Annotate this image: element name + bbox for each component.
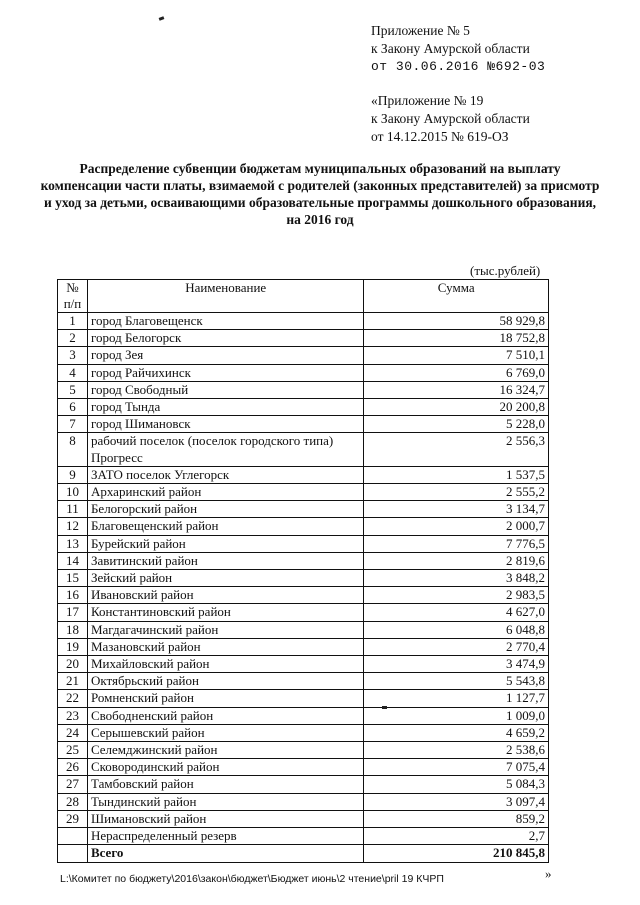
table-row (58, 518, 549, 535)
row-sum: 6 048,8 (364, 621, 549, 638)
row-name: город Зея (87, 347, 363, 364)
table-row (58, 656, 549, 673)
row-sum: 2 819,6 (364, 552, 549, 569)
table-row (58, 828, 549, 845)
total-sum: 210 845,8 (364, 845, 549, 862)
row-num: 9 (58, 466, 88, 483)
table-row (58, 347, 549, 364)
table-row (58, 742, 549, 759)
row-num: 28 (58, 793, 88, 810)
table-row (58, 313, 549, 330)
row-name: город Благовещенск (87, 313, 363, 330)
row-num: 29 (58, 810, 88, 827)
appendix-number: Приложение № 5 (371, 23, 470, 38)
row-num: 14 (58, 552, 88, 569)
row-name: Ромненский район (87, 690, 363, 707)
row-name: ЗАТО поселок Углегорск (87, 466, 363, 483)
row-sum: 6 769,0 (364, 364, 549, 381)
row-sum: 859,2 (364, 810, 549, 827)
row-num: 15 (58, 570, 88, 587)
row-num: 12 (58, 518, 88, 535)
table-row (58, 501, 549, 518)
units-label: (тыс.рублей) (470, 263, 541, 278)
row-name: Белогорский район (87, 501, 363, 518)
appendix-date-stamp: от 30.06.2016 №692-03 (371, 59, 546, 74)
row-sum: 3 848,2 (364, 570, 549, 587)
total-label: Всего (87, 845, 363, 862)
row-sum: 18 752,8 (364, 330, 549, 347)
table-row (58, 621, 549, 638)
previous-appendix-header (371, 92, 530, 146)
table-row (58, 330, 549, 347)
table-row (58, 724, 549, 741)
row-num: 5 (58, 381, 88, 398)
row-sum: 1 127,7 (364, 690, 549, 707)
row-num: 26 (58, 759, 88, 776)
row-name: Благовещенский район (87, 518, 363, 535)
row-name: рабочий поселок (поселок городского типа) Прогресс (87, 433, 363, 466)
row-sum: 5 228,0 (364, 416, 549, 433)
row-sum: 2 556,3 (364, 433, 549, 466)
table-row (58, 673, 549, 690)
row-sum: 3 134,7 (364, 501, 549, 518)
table-row (58, 604, 549, 621)
row-num: 11 (58, 501, 88, 518)
row-sum: 3 474,9 (364, 656, 549, 673)
row-name: Ивановский район (87, 587, 363, 604)
header-sum: Сумма (364, 280, 549, 313)
row-sum: 5 084,3 (364, 776, 549, 793)
row-name: Нераспределенный резерв (87, 828, 363, 845)
table-row (58, 381, 549, 398)
row-num: 4 (58, 364, 88, 381)
row-name: город Тында (87, 399, 363, 416)
row-sum: 7 075,4 (364, 759, 549, 776)
row-sum: 7 510,1 (364, 347, 549, 364)
table-row (58, 707, 549, 724)
document-title: Распределение субвенции бюджетам муниципальных образований на выплату компенсации части платы, взимаемой с родителей (законных представителей) за присмотр и уход за детьми, осваивающими образовательные программы дошкольного образования, на 2016 год (40, 161, 600, 227)
row-sum: 2 555,2 (364, 484, 549, 501)
row-num: 10 (58, 484, 88, 501)
table-row (58, 552, 549, 569)
row-name: Серышевский район (87, 724, 363, 741)
row-sum: 58 929,8 (364, 313, 549, 330)
row-num: 13 (58, 535, 88, 552)
row-num: 25 (58, 742, 88, 759)
row-sum: 4 659,2 (364, 724, 549, 741)
table-row (58, 810, 549, 827)
row-sum: 7 776,5 (364, 535, 549, 552)
prev-appendix-number: «Приложение № 19 (371, 93, 484, 108)
header-num: № п/п (58, 280, 88, 313)
row-sum: 3 097,4 (364, 793, 549, 810)
row-name: Свободненский район (87, 707, 363, 724)
row-num (58, 828, 88, 845)
row-name: Зейский район (87, 570, 363, 587)
row-name: Завитинский район (87, 552, 363, 569)
row-sum: 1 537,5 (364, 466, 549, 483)
table-row (58, 570, 549, 587)
row-sum: 2 770,4 (364, 638, 549, 655)
row-name: Октябрьский район (87, 673, 363, 690)
row-num: 22 (58, 690, 88, 707)
row-sum: 20 200,8 (364, 399, 549, 416)
scan-dot (382, 706, 387, 709)
row-name: город Райчихинск (87, 364, 363, 381)
row-name: Тындинский район (87, 793, 363, 810)
table-row (58, 638, 549, 655)
row-num: 23 (58, 707, 88, 724)
row-num: 16 (58, 587, 88, 604)
table-row (58, 466, 549, 483)
row-sum: 2,7 (364, 828, 549, 845)
row-name: город Свободный (87, 381, 363, 398)
row-name: Шимановский район (87, 810, 363, 827)
appendix-law: к Закону Амурской области (371, 41, 530, 56)
row-num: 3 (58, 347, 88, 364)
row-name: Архаринский район (87, 484, 363, 501)
row-name: Тамбовский район (87, 776, 363, 793)
footer-file-path: L:\Комитет по бюджету\2016\закон\бюджет\Бюджет июнь\2 чтение\pril 19 КЧРП (60, 873, 444, 885)
table-row (58, 416, 549, 433)
row-name: город Белогорск (87, 330, 363, 347)
row-num: 18 (58, 621, 88, 638)
row-num: 2 (58, 330, 88, 347)
row-name: Магдагачинский район (87, 621, 363, 638)
row-sum: 5 543,8 (364, 673, 549, 690)
closing-quote: » (545, 866, 552, 881)
row-num: 6 (58, 399, 88, 416)
appendix-header (371, 22, 545, 76)
table-row (58, 535, 549, 552)
table-row (58, 399, 549, 416)
row-num: 20 (58, 656, 88, 673)
row-num: 1 (58, 313, 88, 330)
row-num: 21 (58, 673, 88, 690)
table-row (58, 690, 549, 707)
total-num (58, 845, 88, 862)
table-row (58, 793, 549, 810)
prev-appendix-law: к Закону Амурской области (371, 111, 530, 126)
row-num: 17 (58, 604, 88, 621)
row-name: Селемджинский район (87, 742, 363, 759)
total-row (58, 845, 549, 862)
row-sum: 1 009,0 (364, 707, 549, 724)
row-num: 24 (58, 724, 88, 741)
prev-appendix-date: от 14.12.2015 № 619-ОЗ (371, 129, 509, 144)
table-row (58, 587, 549, 604)
row-sum: 16 324,7 (364, 381, 549, 398)
row-name: Михайловский район (87, 656, 363, 673)
scan-mark (159, 16, 165, 21)
row-sum: 2 000,7 (364, 518, 549, 535)
row-num: 8 (58, 433, 88, 466)
table-header-row (58, 280, 549, 313)
row-name: Сковородинский район (87, 759, 363, 776)
row-name: Бурейский район (87, 535, 363, 552)
table-row (58, 484, 549, 501)
table-row (58, 759, 549, 776)
table-row (58, 776, 549, 793)
row-sum: 2 538,6 (364, 742, 549, 759)
row-name: Константиновский район (87, 604, 363, 621)
table-row (58, 364, 549, 381)
subvention-table (57, 279, 549, 863)
row-num: 27 (58, 776, 88, 793)
row-sum: 4 627,0 (364, 604, 549, 621)
row-name: Мазановский район (87, 638, 363, 655)
row-num: 19 (58, 638, 88, 655)
row-name: город Шимановск (87, 416, 363, 433)
table-row (58, 433, 549, 466)
row-sum: 2 983,5 (364, 587, 549, 604)
header-name: Наименование (87, 280, 363, 313)
row-num: 7 (58, 416, 88, 433)
